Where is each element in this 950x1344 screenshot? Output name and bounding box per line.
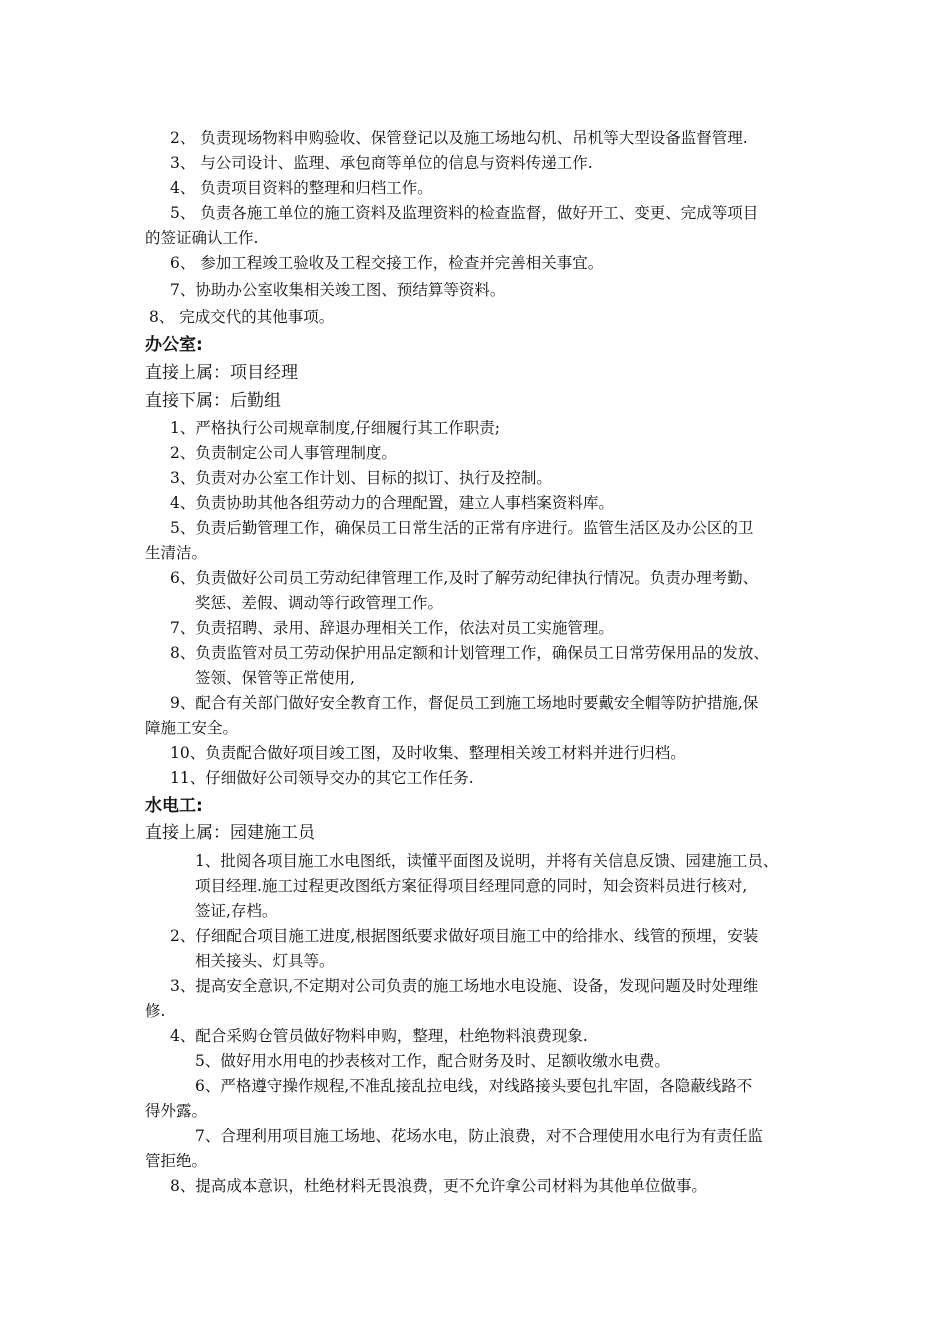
duty-item: 10、负责配合做好项目竣工图，及时收集、整理相关竣工材料并进行归档。 [170, 744, 686, 762]
duty-item-continuation: 签证,存档。 [195, 902, 278, 920]
direct-subordinate: 直接下属：后勤组 [145, 391, 281, 411]
duty-item-continuation: 管拒绝。 [145, 1152, 208, 1170]
duty-item-continuation: 障施工安全。 [145, 719, 239, 737]
duty-item-continuation: 相关接头、灯具等。 [195, 952, 335, 970]
duty-item-continuation: 签领、保管等正常使用, [195, 669, 355, 687]
duty-item: 3、负责对办公室工作计划、目标的拟订、执行及控制。 [170, 469, 552, 487]
duty-item: 5、负责后勤管理工作，确保员工日常生活的正常有序进行。监管生活区及办公区的卫 [170, 519, 754, 537]
duty-item: 4、负责协助其他各组劳动力的合理配置，建立人事档案资料库。 [170, 494, 614, 512]
duty-item-continuation: 奖惩、差假、调动等行政管理工作。 [195, 594, 444, 612]
duty-item: 8、 完成交代的其他事项。 [149, 308, 335, 326]
duty-item-continuation: 项目经理.施工过程更改图纸方案征得项目经理同意的同时，知会资料员进行核对, [195, 877, 748, 895]
duty-item: 11、仔细做好公司领导交办的其它工作任务. [170, 769, 474, 787]
duty-item-continuation: 生清洁。 [145, 544, 208, 562]
duty-item: 4、 负责项目资料的整理和归档工作。 [170, 179, 433, 197]
duty-item: 8、负责监管对员工劳动保护用品定额和计划管理工作，确保员工日常劳保用品的发放、 [170, 644, 769, 662]
duty-item: 3、提高安全意识,不定期对公司负责的施工场地水电设施、设备，发现问题及时处理维 [170, 977, 759, 995]
duty-item: 6、 参加工程竣工验收及工程交接工作，检查并完善相关事宜。 [170, 254, 604, 272]
duty-item: 2、仔细配合项目施工进度,根据图纸要求做好项目施工中的给排水、线管的预埋，安装 [170, 927, 759, 945]
duty-item: 2、负责制定公司人事管理制度。 [170, 444, 397, 462]
duty-item-continuation: 的签证确认工作. [145, 229, 259, 247]
duty-item: 1、严格执行公司规章制度,仔细履行其工作职责; [170, 419, 501, 437]
duty-item: 2、 负责现场物料申购验收、保管登记以及施工场地勾机、吊机等大型设备监督管理. [170, 129, 748, 147]
duty-item: 7、合理利用项目施工场地、花场水电，防止浪费，对不合理使用水电行为有责任监 [195, 1127, 763, 1145]
duty-item: 7、协助办公室收集相关竣工图、预结算等资料。 [170, 281, 506, 299]
duty-item-continuation: 修. [145, 1002, 166, 1020]
duty-item: 3、 与公司设计、监理、承包商等单位的信息与资料传递工作. [170, 154, 593, 172]
section-heading-office: 办公室: [145, 335, 203, 355]
duty-item: 4、配合采购仓管员做好物料申购，整理，杜绝物料浪费现象. [170, 1027, 588, 1045]
section-heading-electrician: 水电工: [145, 796, 203, 816]
duty-item-continuation: 得外露。 [145, 1102, 208, 1120]
duty-item: 8、提高成本意识，杜绝材料无畏浪费，更不允许拿公司材料为其他单位做事。 [170, 1177, 707, 1195]
duty-item: 6、严格遵守操作规程,不准乱接乱拉电线，对线路接头要包扎牢固，各隐蔽线路不 [195, 1077, 753, 1095]
duty-item: 5、 负责各施工单位的施工资料及监理资料的检查监督，做好开工、变更、完成等项目 [170, 204, 759, 222]
duty-item: 5、做好用水用电的抄表核对工作，配合财务及时、足额收缴水电费。 [195, 1052, 670, 1070]
duty-item: 9、配合有关部门做好安全教育工作，督促员工到施工场地时要戴安全帽等防护措施,保 [170, 694, 759, 712]
duty-item: 1、批阅各项目施工水电图纸，读懂平面图及说明，并将有关信息反馈、园建施工员、 [195, 852, 779, 870]
duty-item: 7、负责招聘、录用、辞退办理相关工作，依法对员工实施管理。 [170, 619, 614, 637]
direct-superior: 直接上属：园建施工员 [145, 823, 315, 843]
direct-superior: 直接上属：项目经理 [145, 363, 298, 383]
duty-item: 6、负责做好公司员工劳动纪律管理工作,及时了解劳动纪律执行情况。负责办理考勤、 [170, 569, 759, 587]
